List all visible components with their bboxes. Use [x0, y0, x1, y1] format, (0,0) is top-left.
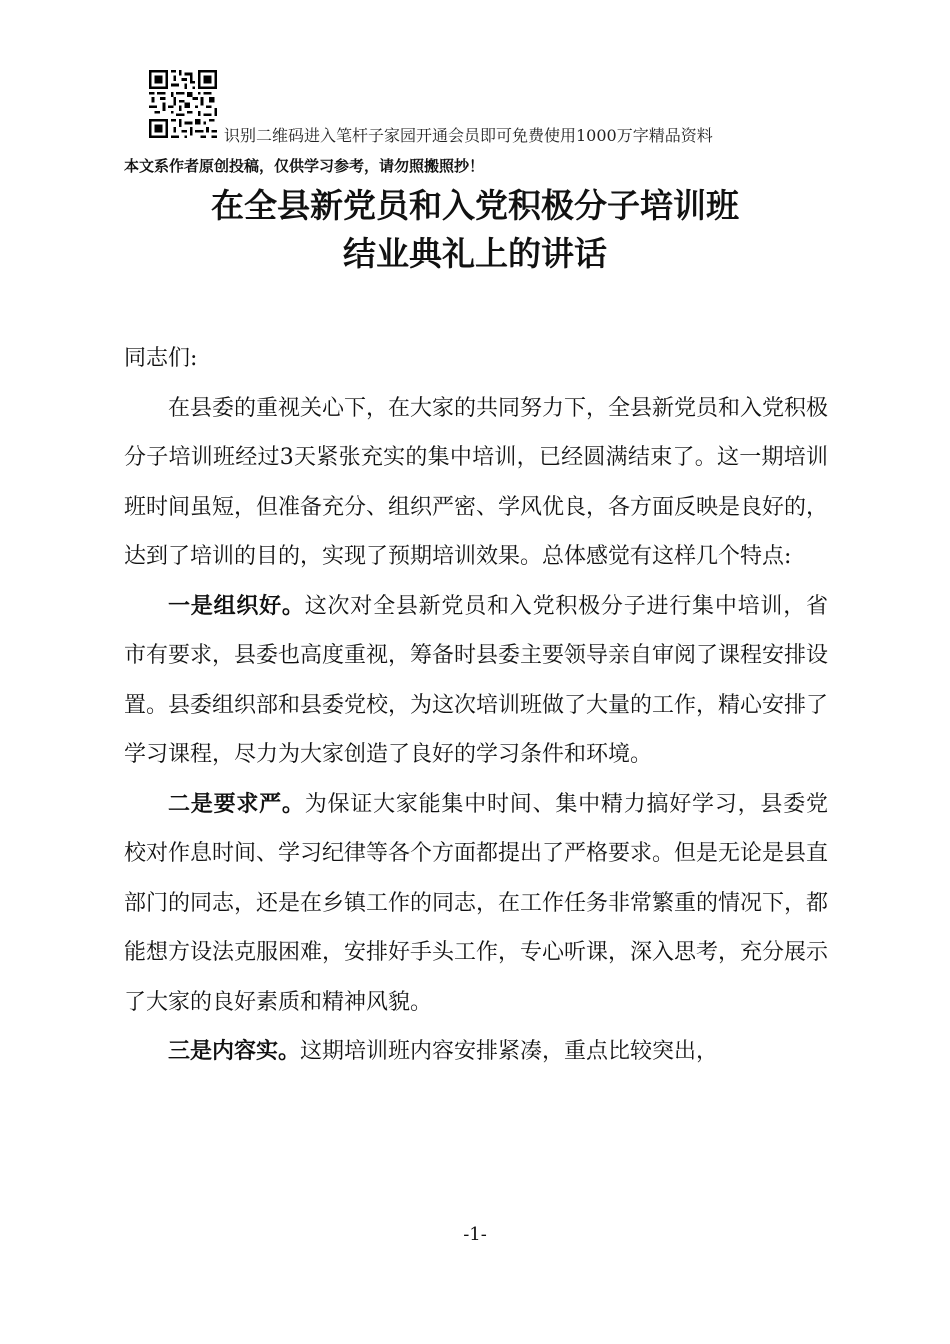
paragraph-text: 在县委的重视关心下，在大家的共同努力下，全县新党员和入党积极分子培训班经过3天紧张充实的集中培训，已经圆满结束了。这一期培训班时间虽短，但准备充分、组织严密、学风优良，各方面反映是良好的，达到了培训的目的，实现了预期培训效果。总体感觉有这样几个特点:: [124, 395, 829, 569]
paragraph-intro: [124, 384, 828, 582]
page-number: -1-: [463, 1224, 487, 1245]
document-body: [124, 334, 828, 1077]
paragraph-text: 这期培训班内容安排紧凑，重点比较突出，: [300, 1039, 719, 1064]
paragraph-text: 这次对全县新党员和入党积极分子进行集中培训，省市有要求，县委也高度重视，筹备时县委主要领导亲自审阅了课程安排设置。县委组织部和县委党校，为这次培训班做了大量的工作，精心安排了学习课程，尽力为大家创造了良好的学习条件和环境。: [124, 593, 829, 767]
paragraph-lead: 二是要求严。: [168, 790, 305, 817]
greeting: 同志们:: [124, 346, 198, 371]
qr-caption: 识别二维码进入笔杆子家园开通会员即可免费使用1000万字精品资料: [224, 126, 713, 145]
paragraph-point-1: [124, 582, 828, 780]
paragraph-point-2: [124, 780, 828, 1028]
paragraph-lead: 一是组织好。: [168, 592, 305, 619]
qr-code-icon: [147, 70, 219, 138]
paragraph-point-3: [124, 1027, 828, 1077]
paragraph-text: 为保证大家能集中时间、集中精力搞好学习，县委党校对作息时间、学习纪律等各个方面都提出了严格要求。但是无论是县直部门的同志，还是在乡镇工作的同志，在工作任务非常繁重的情况下，都能想方设法克服困难，安排好手头工作，专心听课，深入思考，充分展示了大家的良好素质和精神风貌。: [124, 791, 829, 1015]
document-title-line-1: 在全县新党员和入党积极分子培训班: [211, 186, 739, 225]
copyright-notice: 本文系作者原创投稿，仅供学习参考，请勿照搬照抄！: [124, 157, 485, 175]
document-title-line-2: 结业典礼上的讲话: [343, 234, 607, 273]
paragraph-lead: 三是内容实。: [168, 1038, 301, 1064]
